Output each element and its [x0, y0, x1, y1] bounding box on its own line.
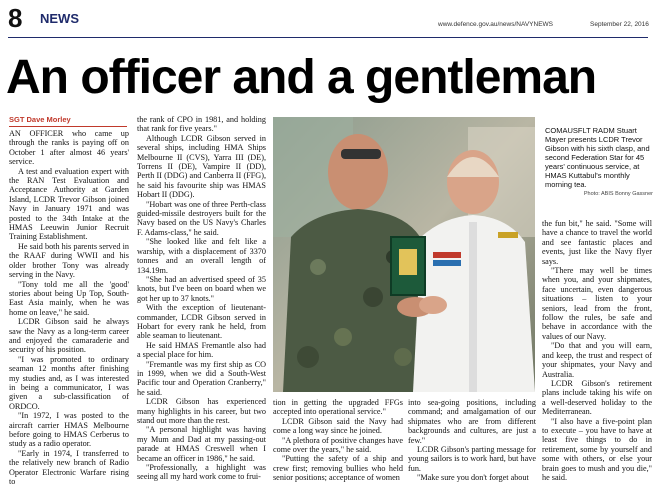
article-paragraph: "Fremantle was my first ship as CO in 1999, when we did a South-West Pacific tour and Operation Cranberry," he said. — [137, 359, 266, 397]
article-paragraph: "She had an advertised speed of 35 knots, but I've been on board when we got her up to 37 knots." — [137, 274, 266, 303]
article-paragraph: the fun bit," he said. "Some will have a chance to travel the world and see fantastic places and events, just like the Navy flyer says. — [542, 219, 652, 266]
article-column-3 — [273, 398, 403, 483]
page-number: 8 — [8, 3, 23, 33]
article-paragraph: A test and evaluation expert with the RAN Test Evaluation and Acceptance Authority at Garden Island, LCDR Trevor Gibson joined Navy in January 1971 and was posted to the 34th Intake at the HMAS Leeuwin Junior Recruit Training Establishment. — [9, 166, 129, 242]
byline-rule — [9, 126, 127, 127]
article-paragraph: Although LCDR Gibson served in several ships, including HMA Ships Melbourne II (CVS), Yarra III (DE), Torrens II (DE), Vampire II (DD), Perth II (DDG) and Canberra II (FFG), he said his favourite ship was HMAS Hobart II (DDG). — [137, 133, 266, 200]
article-paragraph: He said both his parents served in the RAAF during WWII and his older brother Tony was already serving in the Navy. — [9, 241, 129, 280]
article-paragraph: "Hobart was one of three Perth-class guided-missile destroyers built for the Navy based on the US Navy's Charles F. Adams-class," he said. — [137, 199, 266, 237]
article-paragraph: "I also have a five-point plan to execute – you have to have at least five things to do in retirement, some by yourself and some with others, or else your brain goes to mush and you die," he said. — [542, 416, 652, 482]
article-paragraph: LCDR Gibson said the Navy had come a long way since he joined. — [273, 416, 403, 436]
article-paragraph: "Tony told me all the 'good' stories about being Up Top, South-East Asia mainly, when he was home on leave," he said. — [9, 279, 129, 317]
article-paragraph: "I was promoted to ordinary seaman 12 months after finishing my studies and, as I was interested in being a communicator, I was given a sub-classification of ORDCO. — [9, 354, 129, 411]
article-paragraph: the rank of CPO in 1981, and holding that rank for five years." — [137, 115, 266, 134]
photo-credit: Photo: ABIS Bonny Gassner — [583, 191, 653, 197]
article-paragraph: With the exception of lieutenant-commander, LCDR Gibson served in Hobart for every rank he held, from able seaman to lieutenant. — [137, 303, 266, 341]
article-column-2 — [137, 115, 266, 482]
article-paragraph: "A personal highlight was having my Mum and Dad at my passing-out parade at HMAS Creswell when I became an officer in 1986," he said. — [137, 425, 266, 463]
article-paragraph: LCDR Gibson said he always saw the Navy as a long-term career and enjoyed the camaraderie and security of his position. — [9, 317, 129, 355]
section-label: NEWS — [40, 11, 79, 26]
article-paragraph: "In 1972, I was posted to the aircraft carrier HMAS Melbourne before going to HMAS Cerberus to study as a radio operator. — [9, 411, 129, 449]
article-paragraph: LCDR Gibson has experienced many highlights in his career, but two stand out more than the rest. — [137, 397, 266, 425]
article-paragraph: "Early in 1974, I transferred to the relatively new branch of Radio Operator Electronic Warfare rising to — [9, 448, 129, 486]
article-paragraph: "Putting the safety of a ship and crew first; removing bullies who held senior positions; acceptance of women — [273, 454, 403, 483]
header-rule — [8, 37, 648, 38]
header-url[interactable]: www.defence.gov.au/news/NAVYNEWS — [438, 21, 554, 28]
article-paragraph: tion in getting the upgraded FFGs accepted into operational service." — [273, 398, 403, 417]
page-header — [0, 0, 656, 40]
article-paragraph: LCDR Gibson's parting message for young sailors is to work hard, but have fun. — [408, 445, 536, 473]
headline: An officer and a gentleman — [6, 51, 597, 104]
caption-text: COMAUSFLT RADM Stuart Mayer presents LCDR Trevor Gibson with his sixth clasp, and second Federation Star for 45 years' continuous service, at HMAS Kuttabul's monthly morning tea. — [545, 126, 650, 189]
photo-caption — [545, 126, 653, 199]
article-column-5 — [542, 219, 652, 482]
article-column-4 — [408, 398, 536, 483]
ceremony-photo — [273, 117, 535, 392]
article-paragraph: "She looked like and felt like a warship, with a displacement of 3370 tonnes and an overall length of 134.19m. — [137, 237, 266, 275]
issue-date: September 22, 2016 — [590, 21, 649, 28]
article-paragraph: "There may well be times when you, and your shipmates, face uncertain, even dangerous situations – listen to your seniors, lead from the front, follow the rules, be safe and behave in accordance with the values of our Navy. — [542, 266, 652, 341]
article-paragraph: "A plethora of positive changes have come over the years," he said. — [273, 435, 403, 455]
article-column-1 — [9, 129, 129, 486]
article-paragraph: "Do that and you will earn, and keep, the trust and respect of your shipmates, your Navy and Australia. — [542, 341, 652, 379]
article-paragraph: He said HMAS Fremantle also had a special place for him. — [137, 340, 266, 360]
article-paragraph: into sea-going positions, including command; and amalgamation of our shipmates who are from different backgrounds and cultures, are just a few." — [408, 398, 536, 445]
byline: SGT Dave Morley — [9, 115, 71, 124]
article-paragraph: "Professionally, a highlight was seeing all my hard work come to frui- — [137, 463, 266, 482]
article-paragraph: LCDR Gibson's retirement plans include taking his wife on a well-deserved holiday to the Mediterranean. — [542, 378, 652, 417]
article-paragraph: AN OFFICER who came up through the ranks is paying off on October 1 after almost 46 years' service. — [9, 129, 129, 167]
article-paragraph: "Make sure you don't forget about — [417, 473, 529, 483]
